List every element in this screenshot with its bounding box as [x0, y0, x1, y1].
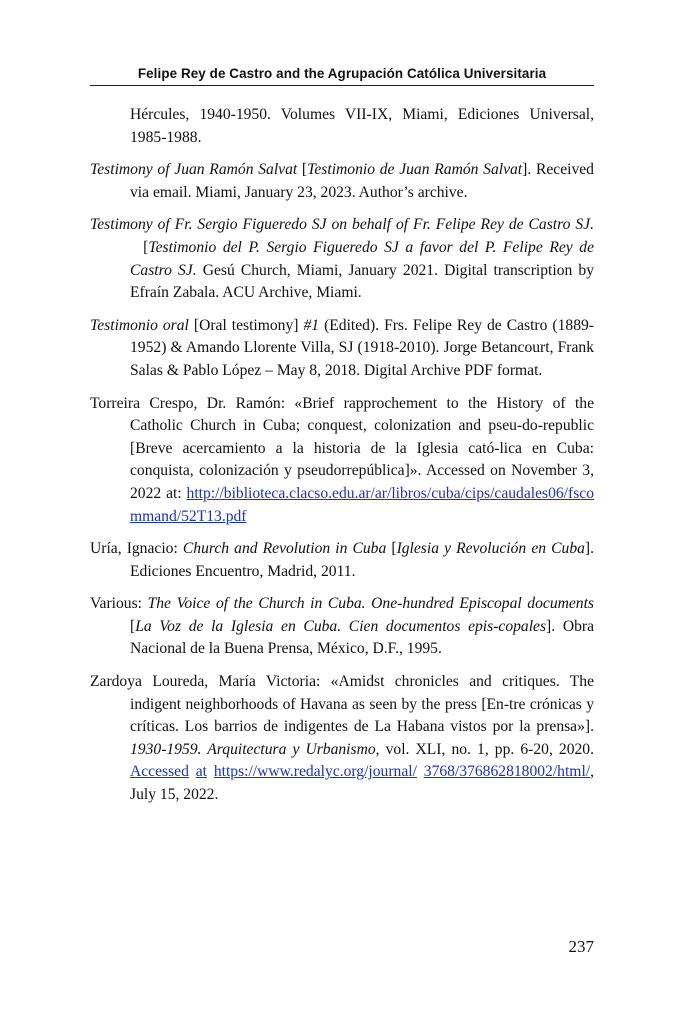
entry-original-title: La Voz de la Iglesia en Cuba. Cien documentos epis-copales [135, 617, 547, 635]
bibliography-entry: Uría, Ignacio: Church and Revolution in Cuba [Iglesia y Revolución en Cuba]. Ediciones Encuentro, Madrid, 2011. [90, 540, 595, 580]
bibliography-entry: Hércules, 1940-1950. Volumes VII-IX, Miami, Ediciones Universal, 1985-1988. [130, 106, 594, 146]
bibliography-list [90, 104, 594, 817]
source-link[interactable]: 3768/376862818002/html/ [423, 763, 591, 781]
bibliography-entry: Zardoya Loureda, María Victoria: «Amidst chronicles and critiques. The indigent neighborhoods of Havana as seen by the press [En-tre crónicas y críticas. Los barrios de indigentes de La Habana vistos por la prensa»]. 1930-1959. Arquitectura y Urbanismo, vol. XLI, no. 1, pp. 6-20, 2020. Accessed at https://www.redalyc.org/journal/ 3768/376862818002/html/, July 15, 2022. [90, 673, 595, 804]
page-number: 237 [568, 937, 594, 956]
entry-title: Testimony of Juan Ramón Salvat [90, 161, 298, 179]
header-rule [90, 85, 594, 86]
accessed-link[interactable]: Accessed [130, 763, 189, 781]
entry-original-title: Testimonio del P. Sergio Figueredo SJ a favor del P. Felipe Rey de Castro SJ. [130, 238, 594, 279]
entry-original-title: Testimonio de Juan Ramón Salvat [307, 161, 523, 179]
bibliography-entry: Various: The Voice of the Church in Cuba. One-hundred Episcopal documents [La Voz de la Iglesia en Cuba. Cien documentos epis-copales]. Obra Nacional de la Buena Prensa, México, D.F., 1995. [90, 595, 594, 658]
bibliography-entry: Torreira Crespo, Dr. Ramón: «Brief rapprochement to the History of the Catholic Church in Cuba; conquest, colonization and pseu-do-republic [Breve acercamiento a la historia de la Iglesia cató-lica en Cuba: conquista, colonización y pseudorrepública]». Accessed on November 3, 2022 at: http://biblioteca.clacso.edu.ar/ar/libros/cuba/cips/caudales06/fscommand/52T13.pdf [90, 394, 594, 525]
entry-title: The Voice of the Church in Cuba. One-hundred Episcopal documents [147, 595, 594, 613]
source-link[interactable]: https://www.redalyc.org/journal/ [213, 763, 417, 781]
source-link[interactable]: http://biblioteca.clacso.edu.ar/ar/libros/cuba/cips/caudales06/fscommand/52T13.pdf [130, 484, 594, 525]
entry-title: Church and Revolution in Cuba [182, 540, 387, 558]
at-link[interactable]: at [195, 763, 207, 781]
bibliography-entry: Testimony of Fr. Sergio Figueredo SJ on behalf of Fr. Felipe Rey de Castro SJ. [Testimonio del P. Sergio Figueredo SJ a favor del P. Felipe Rey de Castro SJ. Gesú Church, Miami, January 2021. Digital transcription by Efraín Zabala. ACU Archive, Miami. [90, 216, 594, 302]
bibliography-entry: Testimony of Juan Ramón Salvat [Testimonio de Juan Ramón Salvat]. Received via email. Miami, January 23, 2023. Author’s archive. [90, 161, 594, 201]
bibliography-entry: Testimonio oral [Oral testimony] #1 (Edited). Frs. Felipe Rey de Castro (1889-1952) & Amando Llorente Villa, SJ (1918-2010). Jorge Betancourt, Frank Salas & Pablo López – May 8, 2018. Digital Archive PDF format. [90, 316, 594, 379]
entry-title: Testimonio oral [90, 316, 189, 334]
journal-title: 1930-1959. Arquitectura y Urbanismo [130, 740, 376, 758]
entry-title: Testimony of Fr. Sergio Figueredo SJ on behalf of Fr. Felipe Rey de Castro SJ. [90, 216, 594, 234]
entry-original-title: Iglesia y Revolución en Cuba [396, 540, 585, 558]
running-header: Felipe Rey de Castro and the Agrupación Católica Universitaria [137, 66, 547, 81]
